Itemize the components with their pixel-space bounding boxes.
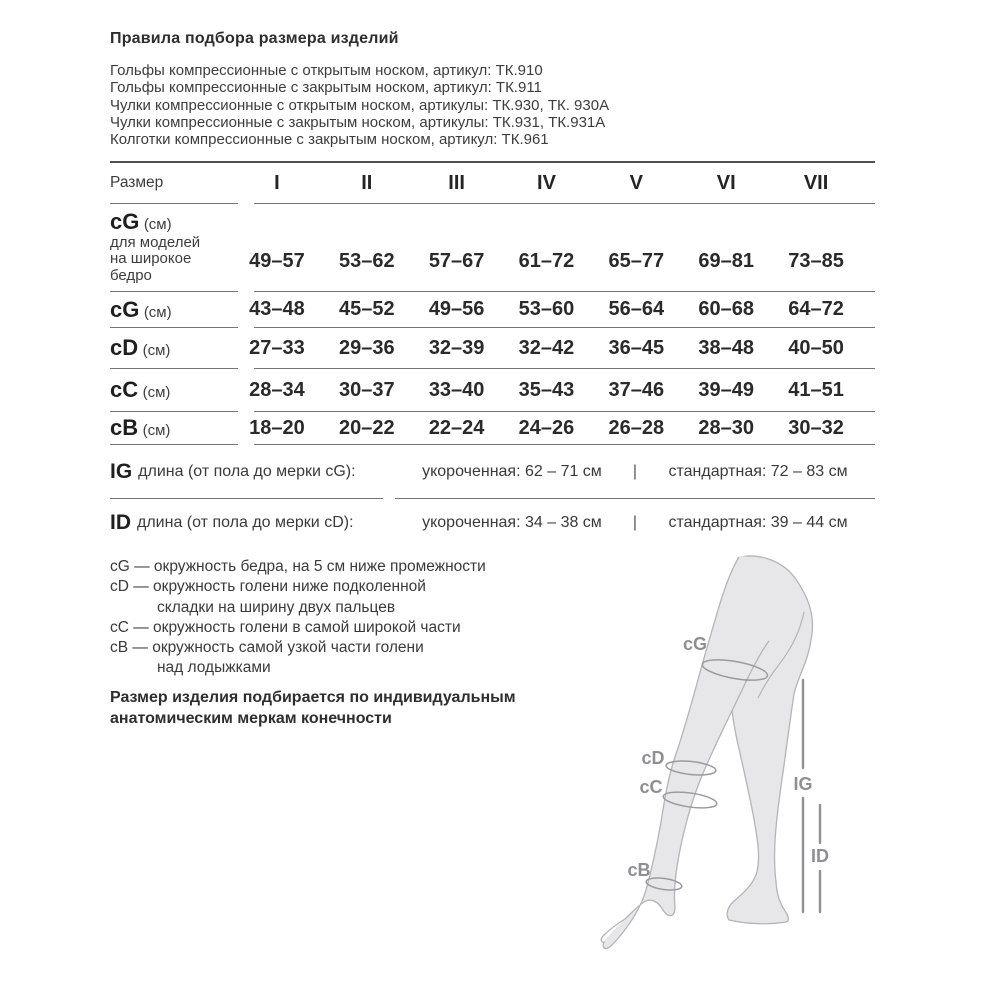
column-gap	[383, 445, 395, 499]
size-col-6: VI	[716, 171, 736, 194]
measure-unit: (см)	[142, 422, 171, 439]
id-short-value: укороченная: 34 – 38 см	[422, 514, 602, 531]
measurement-legend	[110, 557, 580, 679]
table-cell: 27–33	[249, 336, 305, 359]
row-label-cc	[110, 369, 238, 412]
table-header-row	[110, 163, 875, 204]
row-sublabel: для моделей	[110, 234, 201, 251]
table-row-cb	[110, 412, 875, 445]
value-divider: |	[632, 514, 638, 531]
table-cell: 73–85	[788, 250, 844, 272]
size-col-7: VII	[803, 171, 829, 194]
table-cell: 37–46	[608, 378, 665, 401]
table-cell: 53–60	[518, 298, 575, 320]
table-cell: 35–43	[518, 378, 575, 401]
table-cell: 43–48	[249, 298, 305, 320]
table-cell: 57–67	[428, 250, 485, 272]
table-cell: 28–34	[249, 378, 305, 401]
ig-values	[395, 445, 875, 499]
table-cell: 69–81	[698, 250, 755, 272]
ig-label: IG длина (от пола до мерки cG):	[110, 445, 383, 499]
length-row-id	[110, 499, 875, 547]
row-sublabel: на широкое	[110, 250, 192, 268]
measure-letter: cG	[110, 209, 140, 234]
row-label-cd	[110, 328, 238, 369]
legend-line: cB — окружность самой узкой части голени	[110, 639, 424, 657]
cc-diagram-label: cC	[639, 777, 663, 797]
table-cell: 36–45	[608, 336, 665, 359]
page-title: Правила подбора размера изделий	[110, 30, 399, 47]
product-line: Колготки компрессионные с закрытым носком, артикул: ТК.961	[110, 131, 549, 149]
leg-measurement-diagram	[600, 550, 972, 990]
table-cell: 61–72	[518, 250, 575, 272]
size-col-4: IV	[537, 171, 556, 194]
legend-line: cC — окружность голени в самой широкой части	[110, 618, 461, 636]
row-values	[249, 292, 875, 328]
measure-unit: (см)	[142, 384, 171, 401]
value-divider: |	[632, 462, 638, 480]
table-cell: 30–32	[788, 416, 844, 439]
table-cell: 49–56	[428, 298, 485, 320]
cb-diagram-label: cB	[627, 860, 651, 880]
measure-letter: cD	[110, 335, 139, 360]
table-cell: 20–22	[338, 416, 395, 439]
note-line: Размер изделия подбирается по индивидуальным	[110, 689, 516, 706]
size-col-5: V	[629, 171, 644, 194]
row-values	[249, 204, 875, 292]
cd-diagram-label: cD	[641, 748, 665, 768]
size-col-2: II	[361, 171, 373, 194]
length-row-ig	[110, 445, 875, 499]
table-row-cg-wide	[110, 204, 875, 292]
column-gap	[383, 499, 395, 547]
table-cell: 45–52	[338, 298, 395, 320]
size-col-3: III	[448, 171, 465, 194]
table-cell: 64–72	[788, 298, 844, 320]
table-cell: 40–50	[788, 336, 844, 359]
sizing-note	[110, 687, 580, 729]
id-label: ID длина (от пола до мерки cD):	[110, 511, 354, 534]
row-values	[249, 328, 875, 369]
table-cell: 65–77	[608, 250, 665, 272]
measure-unit: (см)	[142, 342, 171, 359]
size-col-1: I	[274, 171, 280, 194]
row-sublabel: бедро	[110, 266, 152, 284]
ig-short-value: укороченная: 62 – 71 см	[422, 462, 602, 480]
table-cell: 60–68	[698, 298, 755, 320]
measure-letter: cB	[110, 415, 139, 440]
measure-unit: (см)	[143, 216, 172, 233]
row-values	[249, 412, 875, 445]
table-cell: 28–30	[698, 416, 755, 439]
table-cell: 32–39	[428, 336, 485, 359]
product-line: Гольфы компрессионные с закрытым носком, артикул: ТК.911	[110, 79, 542, 97]
row-label-cb	[110, 412, 238, 445]
table-cell: 53–62	[338, 250, 395, 272]
table-cell: 22–24	[428, 416, 485, 439]
id-standard-value: стандартная: 39 – 44 см	[668, 514, 848, 531]
table-cell: 56–64	[608, 298, 665, 320]
product-line: Чулки компрессионные с открытым носком, артикулы: ТК.930, ТК. 930А	[110, 96, 610, 114]
table-row-cd	[110, 328, 875, 369]
size-header-label: Размер	[110, 163, 238, 204]
product-line: Чулки компрессионные с закрытым носком, артикулы: ТК.931, ТК.931А	[110, 113, 606, 131]
measure-letter: cG	[110, 296, 140, 322]
legend-line-wrap: над лодыжками	[157, 659, 271, 677]
table-cell: 39–49	[698, 378, 755, 401]
measure-unit: (см)	[143, 303, 172, 321]
table-cell: 33–40	[428, 378, 485, 401]
table-cell: 24–26	[518, 416, 575, 439]
id-values	[395, 499, 875, 547]
row-values	[249, 369, 875, 412]
table-row-cg	[110, 292, 875, 328]
cg-diagram-label: cG	[682, 634, 708, 654]
table-cell: 29–36	[338, 336, 395, 359]
table-cell: 38–48	[698, 336, 755, 359]
product-line: Гольфы компрессионные с открытым носком, артикул: ТК.910	[110, 62, 543, 79]
note-line: анатомическим меркам конечности	[110, 710, 392, 727]
row-label-cg	[110, 292, 238, 328]
table-cell: 26–28	[608, 416, 665, 439]
table-cell: 30–37	[338, 378, 395, 401]
product-list	[110, 62, 609, 148]
id-diagram-label: ID	[811, 846, 829, 866]
table-cell: 18–20	[249, 416, 305, 439]
measure-letter: cC	[110, 377, 139, 402]
table-row-cc	[110, 369, 875, 412]
table-cell: 32–42	[518, 336, 575, 359]
legend-line-wrap: складки на ширину двух пальцев	[157, 598, 396, 616]
table-cell: 41–51	[788, 378, 844, 401]
table-cell: 49–57	[249, 250, 305, 272]
legend-line: cG — окружность бедра, на 5 см ниже промежности	[110, 558, 486, 575]
size-columns	[254, 163, 875, 204]
ig-standard-value: стандартная: 72 – 83 см	[668, 462, 848, 480]
row-label-cg-wide	[110, 204, 238, 292]
legend-line: cD — окружность голени ниже подколенной	[110, 578, 426, 596]
size-table	[110, 161, 875, 547]
ig-diagram-label: IG	[793, 774, 813, 794]
